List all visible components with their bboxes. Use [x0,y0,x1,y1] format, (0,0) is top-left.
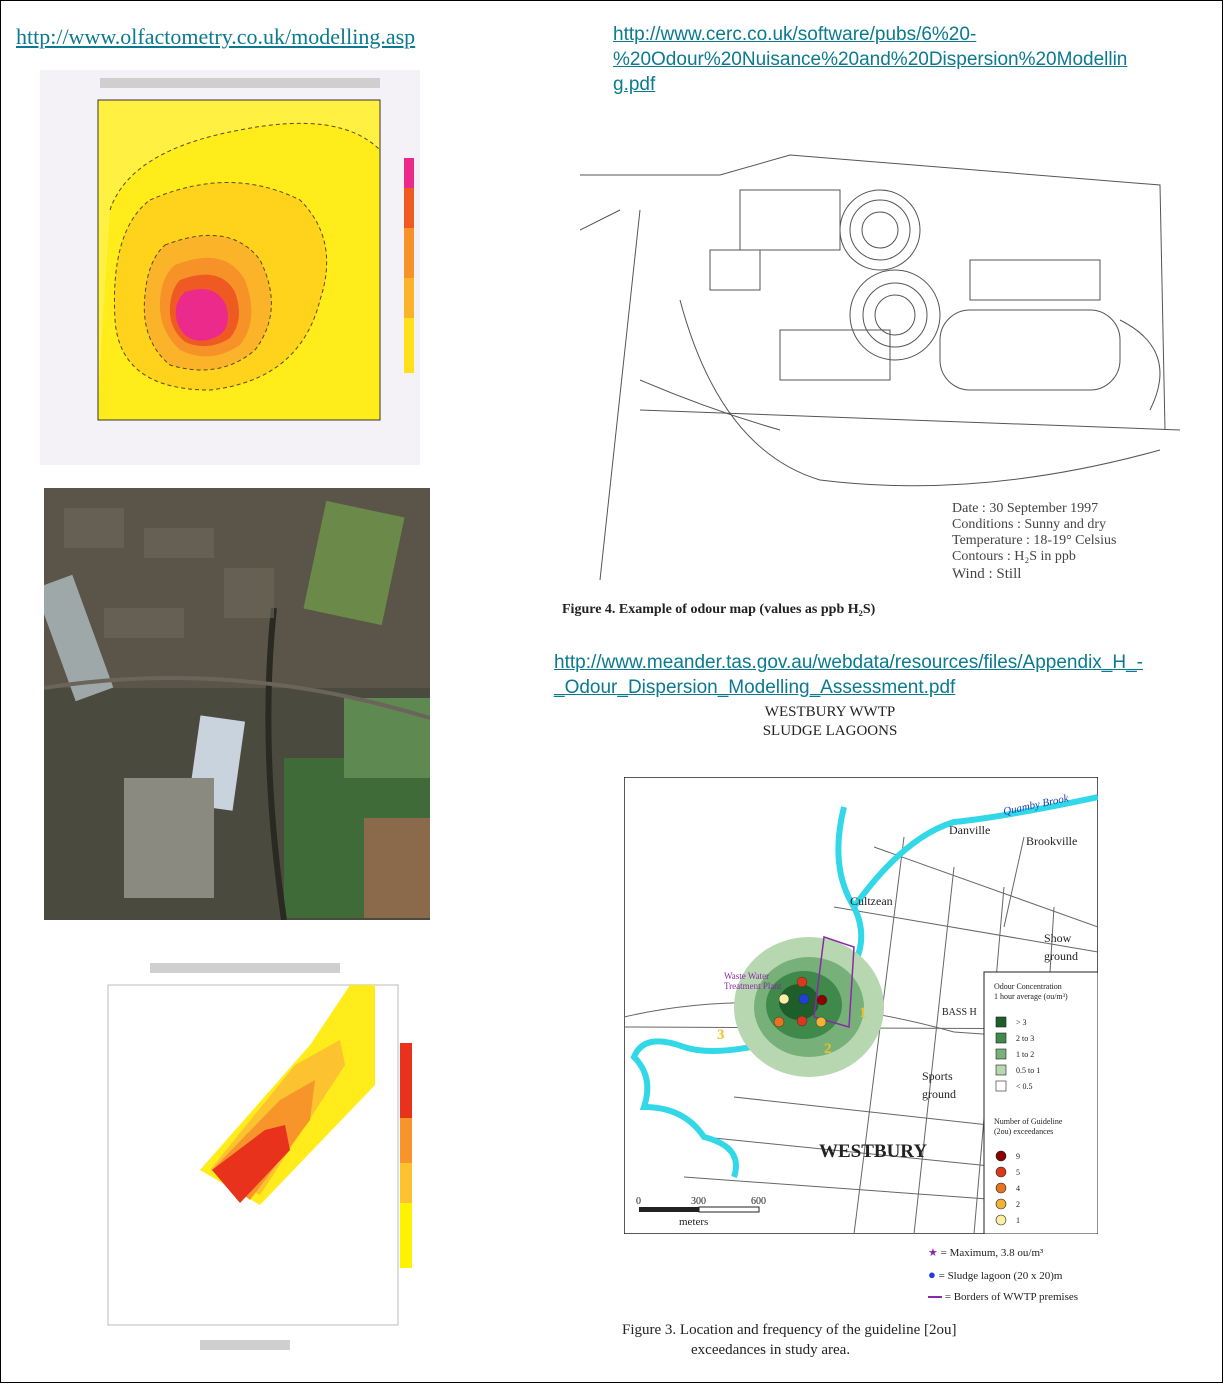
scale-zero: 0 [636,1196,641,1207]
conc-legend-swatch-1 [996,1033,1006,1043]
cerc-link-block[interactable] [613,22,1127,97]
show-ground-label: Show [1044,931,1072,945]
conc-legend-label-4: < 0.5 [1016,1082,1033,1091]
count-legend-label-3: 2 [1016,1200,1020,1209]
count-legend-label-0: 9 [1016,1152,1020,1161]
count-legend-label-2: 4 [1016,1184,1020,1193]
key-borders-text: = Borders of WWTP premises [944,1291,1079,1303]
cerc-date: Date : 30 September 1997 [952,501,1099,516]
sports-ground-label: Sports [922,1069,953,1083]
brookville-label: Brookville [1026,834,1078,848]
count-legend-swatch-4 [996,1215,1006,1225]
zone-label-1: 1 [859,1005,867,1021]
cultzean-label: Cultzean [850,894,893,908]
key-lagoon-text: = Sludge lagoon (20 x 20)m [938,1270,1063,1282]
contour-plot-top [40,70,420,465]
westbury-town-label: WESTBURY [819,1141,928,1162]
westbury-caption-line2: exceedances in study area. [691,1342,851,1358]
westbury-legend [984,972,1098,1234]
westbury-title-line1: WESTBURY WWTP [764,704,896,720]
count-legend-swatch-2 [996,1183,1006,1193]
legend-title-2: 1 hour average (ou/m³) [994,992,1068,1001]
conc-legend-label-0: > 3 [1016,1018,1027,1027]
dot-icon: ● [928,1267,936,1282]
plume-plot-bottom [60,955,440,1365]
conc-legend-swatch-2 [996,1049,1006,1059]
conc-legend-swatch-3 [996,1065,1006,1075]
scale-unit: meters [679,1216,709,1228]
conc-legend-label-1: 2 to 3 [1016,1034,1035,1043]
sports-ground-label-2: ground [922,1087,956,1101]
meander-link-line2[interactable]: _Odour_Dispersion_Modelling_Assessment.pdf [554,677,956,698]
cerc-contours: Contours : H₂S in ppb [952,549,1076,564]
cerc-odour-map [580,150,1190,590]
count-legend-label-1: 5 [1016,1168,1020,1177]
zone-label-2: 2 [824,1041,832,1057]
count-legend-label-4: 1 [1016,1216,1020,1225]
olfactometry-link[interactable]: http://www.olfactometry.co.uk/modelling.asp [16,24,416,49]
wwtp-label-1: Waste Water [724,971,770,981]
conc-legend-label-2: 1 to 2 [1016,1050,1035,1059]
cerc-temperature: Temperature : 18-19° Celsius [952,533,1117,548]
zone-label-3: 3 [717,1027,725,1043]
bass-highway-label: BASS H [942,1007,977,1018]
conc-legend-label-3: 0.5 to 1 [1016,1066,1041,1075]
legend-count-title-2: (2ou) exceedances [994,1127,1054,1136]
cerc-wind: Wind : Still [952,566,1022,582]
show-ground-label-2: ground [1044,949,1078,963]
border-line-icon [928,1296,942,1298]
scale-end: 600 [751,1196,766,1207]
count-legend-swatch-1 [996,1167,1006,1177]
westbury-caption-line1: Figure 3. Location and frequency of the guideline [2ou] [622,1322,957,1338]
meander-link-block[interactable] [554,650,1143,700]
key-maximum [928,1243,1078,1264]
meander-link-line1[interactable]: http://www.meander.tas.gov.au/webdata/resources/files/Appendix_H_- [554,652,1143,673]
key-lagoon [928,1264,1078,1287]
cerc-link-line3[interactable]: g.pdf [613,74,656,95]
count-legend-swatch-0 [996,1151,1006,1161]
scale-mid: 300 [691,1196,706,1207]
legend-title-1: Odour Concentration [994,982,1062,991]
wwtp-label-2: Treatment Plant [724,981,782,991]
aerial-photo [44,488,430,920]
cerc-caption: Figure 4. Example of odour map (values as ppb H₂S) [562,602,876,617]
legend-count-title-1: Number of Guideline [994,1117,1063,1126]
cerc-link-line1[interactable]: http://www.cerc.co.uk/software/pubs/6%20- [613,24,977,45]
quamby-brook-label: Quamby Brook [1002,792,1070,818]
cerc-conditions: Conditions : Sunny and dry [952,517,1107,532]
key-maximum-text: = Maximum, 3.8 ou/m³ [940,1247,1044,1259]
cerc-link-line2[interactable]: %20Odour%20Nuisance%20and%20Dispersion%20Modellin [613,49,1128,70]
westbury-map [624,777,1098,1234]
key-borders [928,1287,1078,1308]
westbury-title-line2: SLUDGE LAGOONS [762,723,898,739]
count-legend-swatch-3 [996,1199,1006,1209]
star-icon: ★ [928,1247,938,1259]
conc-legend-swatch-0 [996,1017,1006,1027]
danville-label: Danville [949,823,991,837]
conc-legend-swatch-4 [996,1081,1006,1091]
